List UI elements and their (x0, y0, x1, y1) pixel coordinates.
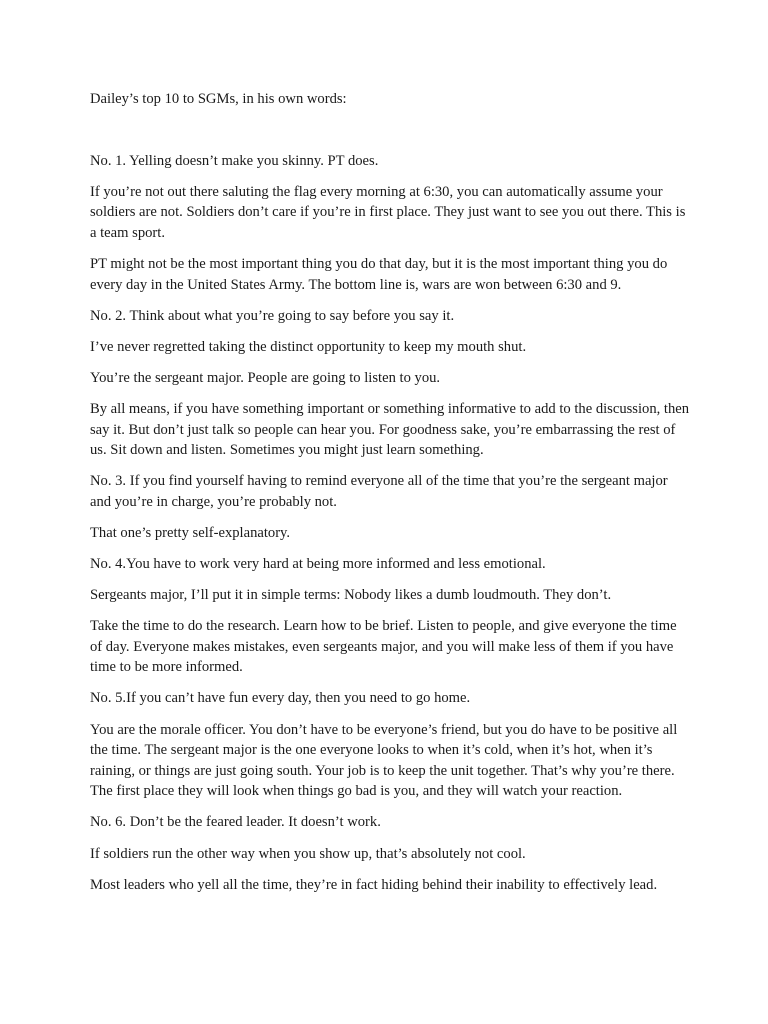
paragraph: You’re the sergeant major. People are going to listen to you. (90, 369, 441, 386)
document-page (90, 89, 690, 906)
paragraph-rule-5-title: No. 5.If you can’t have fun every day, then you need to go home. (90, 690, 471, 707)
paragraph: If soldiers run the other way when you show up, that’s absolutely not cool. (90, 845, 526, 862)
paragraph: Take the time to do the research. Learn how to be brief. Listen to people, and give everyone the time of day. Everyone makes mistakes, even sergeants major, and you will make less of them if you have time to be more informed. (90, 618, 677, 676)
paragraph: If you’re not out there saluting the flag every morning at 6:30, you can automatically assume your soldiers are not. Soldiers don’t care if you’re in first place. They just want to see you out there. This is a team sport. (90, 183, 686, 241)
paragraph: PT might not be the most important thing you do that day, but it is the most important thing you do every day in the United States Army. The bottom line is, wars are won between 6:30 and 9. (90, 255, 668, 293)
paragraph: I’ve never regretted taking the distinct opportunity to keep my mouth shut. (90, 338, 527, 355)
paragraph-rule-6-title: No. 6. Don’t be the feared leader. It doesn’t work. (90, 814, 381, 831)
paragraph: By all means, if you have something important or something informative to add to the discussion, then say it. But don’t just talk so people can hear you. For goodness sake, you’re embarrassing the rest of us. Sit down and listen. Sometimes you might just learn something. (90, 400, 690, 459)
paragraph: Most leaders who yell all the time, they’re in fact hiding behind their inability to effectively lead. (90, 876, 658, 893)
paragraph-rule-4-title: No. 4.You have to work very hard at being more informed and less emotional. (90, 556, 546, 572)
paragraph: That one’s pretty self-explanatory. (90, 524, 291, 541)
paragraph-rule-1-title: No. 1. Yelling doesn’t make you skinny. PT does. (90, 152, 379, 169)
document-heading: Dailey’s top 10 to SGMs, in his own words: (90, 91, 347, 107)
paragraph-rule-2-title: No. 2. Think about what you’re going to say before you say it. (90, 307, 455, 324)
paragraph-rule-3-title: No. 3. If you find yourself having to remind everyone all of the time that you’re the sergeant major and you’re in charge, you’re probably not. (90, 473, 668, 510)
paragraph: You are the morale officer. You don’t have to be everyone’s friend, but you do have to be positive all the time. The sergeant major is the one everyone looks to when it’s cold, when it’s hot, when it’s raining, or things are just going south. Your job is to keep the unit together. That’s why you’re there. The first place they will look when things go bad is you, and they will watch your reaction. (90, 721, 678, 800)
paragraph: Sergeants major, I’ll put it in simple terms: Nobody likes a dumb loudmouth. They don’t. (90, 587, 612, 604)
